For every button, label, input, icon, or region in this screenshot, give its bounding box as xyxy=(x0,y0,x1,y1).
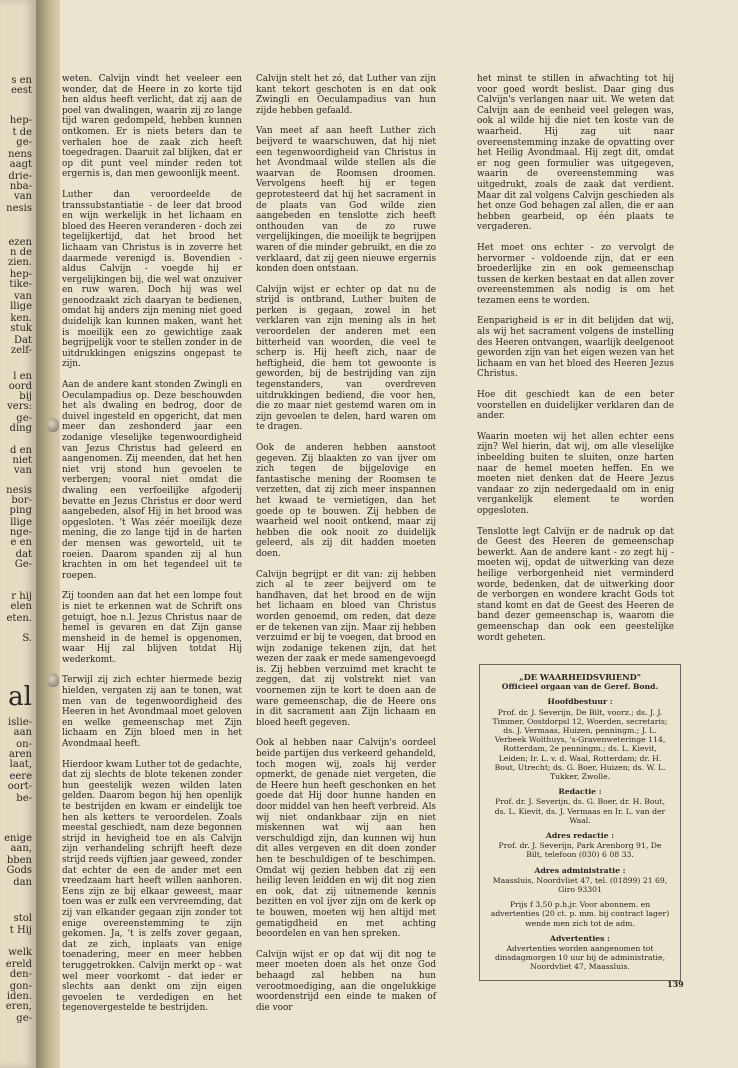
left-page-fragment: bor- xyxy=(11,495,32,506)
left-page-fragment: S. xyxy=(22,633,32,644)
left-page-fragment: eest xyxy=(11,85,32,96)
section-text: Prof. dr. J. Severijn, ds. G. Boer, dr. H. Bout, ds. L. Kievit, ds. J. Vermaas en Ir. L. van der Waal. xyxy=(494,797,666,825)
left-page-fragment: ge- xyxy=(16,137,32,148)
left-page-fragment: r hij xyxy=(11,591,32,602)
left-page-fragment: niet xyxy=(12,455,32,466)
paragraph: Het moet ons echter - zo vervolgt de hervormer - voldoende zijn, dat er een broederlijke zin en ook gemeenschap tussen de kerken bestaat en dat allen zover overeenstemmen als nodig is om het tezamen eens te worden. xyxy=(477,242,674,306)
left-page-fragment: islie- xyxy=(7,717,32,728)
section-heading: Redactie : xyxy=(558,787,602,797)
colophon-section xyxy=(490,900,670,928)
left-page-fragment: nesis xyxy=(6,485,32,496)
left-page-fragment: ding xyxy=(9,423,32,434)
section-text: Prof. dr. J. Severijn, Park Arenborg 91, De Bilt, telefoon (030) 6 08 33. xyxy=(498,841,662,860)
paragraph: Aan de andere kant stonden Zwingli en Oeculampadius op. Deze beschouwden het als dwaling en bedrog, door de duivel ingesteld en opgericht, dat men meer dan zeshonderd jaar een zodanige vleselijke tegenwoordigheid van Jezus Christus had geleerd en aangenomen. Zij meenden, dat het hen niet vrij stond hun gevoelen te verbergen; vooral niet omdat die dwaling een verfoeilijke afgoderij bevatte en Jezus Christus er door werd aangebeden, alsof Hij in het brood was opgesloten. 't Was zéér moeilijk deze mening, die zo lange tijd in de harten der mensen was geworteld, uit te roeien. Daarom spanden zij al hun krachten in om het tegendeel uit te roepen. xyxy=(62,380,242,581)
left-page-fragment: elen xyxy=(10,601,32,612)
left-page-fragment: stuk xyxy=(10,323,32,334)
left-page-fragment: llige xyxy=(10,301,32,312)
paragraph: Ook al hebben naar Calvijn's oordeel beide partijen dus verkeerd gehandeld, toch mogen wij, zoals hij verder opmerkt, de genade niet vergeten, die de Heere hun heeft geschonken en het goede dat Hij door hunne handen en door middel van hen heeft verbreid. Als wij niet ondankbaar zijn en niet miskennen wat wij aan hen verschuldigd zijn, dan kunnen wij hun dit alles vergeven en dit doen zonder hen te beschuldigen of te beschimpen. Omdat wij gezien hebben dat zij een heilig leven leidden en wij dit nog zien en ook, dat zij uitnemende kennis bezitten en vol ijver zijn om de kerk op te bouwen, moeten wij hen altijd met gematigdheid en met achting beoordelen en van hen spreken. xyxy=(256,738,436,940)
left-page-fragment: ge- xyxy=(16,413,32,424)
left-page-fragment: van xyxy=(13,465,32,476)
binding-staple-icon xyxy=(47,418,59,432)
left-page-fragment: nba- xyxy=(9,181,32,192)
colophon-box xyxy=(479,664,681,981)
left-page-fragment: ereld xyxy=(5,959,32,970)
column-1 xyxy=(62,74,242,1024)
paragraph: Calvijn wijst er op dat wij dit nog te meer moeten doen als het onze God behaagd zal hebben na hun verootmoediging, aan die ongelukkige woordenstrijd een einde te maken of die voor xyxy=(256,949,436,1013)
left-page-fragment: van xyxy=(13,291,32,302)
binding-staple-icon xyxy=(47,673,59,687)
left-page-fragment: oort- xyxy=(7,781,32,792)
left-page-fragment: bben xyxy=(6,855,32,866)
left-page-fragment: be- xyxy=(16,793,32,804)
section-heading: Advertenties : xyxy=(550,933,610,943)
left-page-fragment: nge- xyxy=(9,527,32,538)
left-page-fragment: ezen xyxy=(8,237,32,248)
left-page-fragment: tike- xyxy=(9,279,32,290)
paragraph: Hoe dit geschiedt kan de een beter voorstellen en duidelijker verklaren dan de ander. xyxy=(477,390,674,422)
left-page-fragment: eren, xyxy=(5,1001,32,1012)
left-page-fragment: zien. xyxy=(7,257,32,268)
left-page-fragment: aren xyxy=(8,749,32,760)
left-page-fragment: gon- xyxy=(9,981,32,992)
left-page-fragment: oord xyxy=(8,381,32,392)
colophon-subtitle: Officieel orgaan van de Geref. Bond. xyxy=(501,682,659,692)
left-page-fragment: welk xyxy=(8,947,32,958)
paragraph: Waarin moeten wij het allen echter eens zijn? Wel hierin, dat wij, om alle vleselijke inbeelding buiten te sluiten, onze harten naar de hemel moeten heffen. En we moeten niet denken dat de Heere Jezus vandaar zo zijn nedergedaald om in enig vergankelijk element te worden opgesloten. xyxy=(477,431,674,516)
left-page-fragment: nesis xyxy=(6,203,32,214)
book-gutter xyxy=(36,0,62,1068)
paragraph: weten. Calvijn vindt het veeleer een wonder, dat de Heere in zo korte tijd hen aldus heeft verlicht, dat zij aan de poel van dwalingen, waarin zij zo lange tijd waren gedompeld, hebben kunnen ontkomen. Er is niets beters dan te verhalen hoe de zaak zich heeft toegedragen. Daaruit zal blijken, dat er op dit punt veel minder reden tot ergernis is, dan men gewoonlijk meent. xyxy=(62,74,242,180)
left-page-fragment: t Hij xyxy=(9,925,32,936)
left-page-fragment: iden. xyxy=(6,991,32,1002)
section-heading: Adres administratie : xyxy=(534,865,626,875)
section-text: Maassluis, Noordvliet 47, tel. (01899) 21 69, Giro 93301 xyxy=(492,875,668,895)
paragraph: Calvijn stelt het zó, dat Luther van zijn kant tekort geschoten is en dat ook Zwingli en Oeculampadius van hun zijde hebben gefaald. xyxy=(256,74,436,116)
left-page-fragment: e en xyxy=(10,537,32,548)
left-page-fragment: s en xyxy=(11,75,32,86)
paragraph: Van meet af aan heeft Luther zich beijverd te waarschuwen, dat hij niet een tegenwoordigheid van Christus in het Avondmaal wilde stellen als die waarvan de Roomsen droomen. Vervolgens heeft hij er tegen geprotesteerd dat hij het sacrament in de plaats van God wilde zien aangebeden en tenslotte zich heeft onthouden van de zo ruwe vergelijkingen, die moeilijk te begrijpen waren of die minder gebruikt, en die zo verklaard, dat zij geen nieuwe ergernis konden doen ontstaan. xyxy=(256,126,436,275)
paragraph: Eenparigheid is er in dit belijden dat wij, als wij het sacrament volgens de instelling des Heeren ontvangen, waarlijk deelgenoot geworden zijn van het eigen wezen van het lichaam en van het bloed des Heeren Jezus Christus. xyxy=(477,316,674,380)
left-page-fragment: stol xyxy=(13,913,32,924)
column-2 xyxy=(256,74,436,1023)
section-heading: Hoofdbestuur : xyxy=(547,697,613,707)
left-page-fragment: aagt xyxy=(9,159,32,170)
paragraph: Ook de anderen hebben aanstoot gegeven. Zij blaakten zo van ijver om zich tegen de bijgelovige en fantastische mening der Roomsen te verzetten, dat zij zich meer inspannen het kwaad te vernietigen, dan het goede op te bouwen. Zij hebben de waarheid wel nooit ontkend, maar zij hebben die ook nooit zo duidelijk geleerd, als zij dit hadden moeten doen. xyxy=(256,443,436,559)
column-3 xyxy=(477,74,674,653)
paragraph: Luther dan veroordeelde de transsubstantiatie - de leer dat brood en wijn werkelijk in het lichaam en bloed des Heeren veranderen - doch zei tegelijkertijd, dat het brood het lichaam van Christus is in zoverre het daarmede verenigd is. Bovendien - aldus Calvijn - voegde hij er vergelijkingen bij, die wel wat onzuiver en ruw waren. Doch hij was wel genoodzaakt zich daaryan te bedienen, omdat hij anders zijn mening niet goed duidelijk kan kunnen maken, want het is moeilijk een zo gewichtige zaak begrijpelijk voor te stellen zonder in de uitdrukkingen enigszins ongepast te zijn. xyxy=(62,189,242,370)
left-page-fragment: enige xyxy=(4,833,32,844)
paragraph: het minst te stillen in afwachting tot hij voor goed wordt beslist. Daar ging dus Calvijn's verlangen naar uit. We weten dat Calvijn aan de eenheid veel gelegen was, ook al wilde hij die niet ten koste van de waarheid. Hij zag uit naar overeenstemming inzake de opvatting over het Heilig Avondmaal. Hij zegt dit, omdat er nog geen formulier was uitgegeven, waarin de overeenstemming was uitgedrukt, zoals de zaak dat verdient. Maar dit zal volgens Calvijn geschieden als het onze God behagen zal allen, die er aan hebben gearbeid, op één plaats te vergaderen. xyxy=(477,74,674,233)
left-page-fragment: Ge- xyxy=(14,559,32,570)
colophon-section xyxy=(490,934,670,972)
left-page-fragment: dat xyxy=(15,549,32,560)
left-page-fragment: aan, xyxy=(10,843,32,854)
section-text: Prof. dr. J. Severijn, De Bilt, voorz.; ds. J. J. Timmer, Oostdorpsl 12, Woerden, secretaris; ds. J. Vermaas, Huizen, penningm.; J. L. Verbeek Wolthuys, 's-Gravenweteringe 114, Rotterdam, 2e penningm.; ds. L. Kievit, Leiden; Ir. L. v. d. Waal, Rotterdam; dr. H. Bout, Utrecht; ds. G. Boer, Huizen; ds. W. L. Tukker, Zwolle. xyxy=(492,707,668,782)
adjacent-page-edge xyxy=(0,0,38,1068)
paragraph: Zij toonden aan dat het een lompe fout is niet te erkennen wat de Schrift ons getuigt, hoe n.l. Jezus Christus naar de hemel is gevaren en dat Zijn ganse mensheid in de hemel is opgenomen, waar Hij zal blijven totdat Hij wederkomt. xyxy=(62,591,242,665)
left-page-fragment: hep- xyxy=(9,269,32,280)
left-page-fragment: l en xyxy=(13,371,32,382)
left-page-fragment: hep- xyxy=(9,115,32,126)
colophon-section xyxy=(490,831,670,860)
left-page-fragment: t de xyxy=(12,127,32,138)
left-page-fragment: Gods xyxy=(6,865,32,876)
left-page-fragment: d en xyxy=(10,445,32,456)
section-heading: Adres redactie : xyxy=(545,831,615,841)
paragraph: Terwijl zij zich echter hiermede bezig hielden, vergaten zij aan te tonen, wat men van de tegenwoordigheid des Heeren in het Avondmaal moet geloven en welke gemeenschap met Zijn lichaam en Zijn bloed men in het Avondmaal heeft. xyxy=(62,675,242,750)
left-page-fragment: on- xyxy=(16,739,32,750)
section-text: Advertenties worden aangenomen tot dinsdagmorgen 10 uur bij de administratie, Noordvliet 47, Maassluis. xyxy=(494,944,666,972)
left-page-fragment: eten. xyxy=(6,613,32,624)
paragraph: Hierdoor kwam Luther tot de gedachte, dat zij slechts de blote tekenen zonder hun geestelijk wezen wilden laten gelden. Daarom begon hij hen openlijk te bestrijden en kwam er eindelijk toe hen als ketters te veroordelen. Zoals meestal geschiedt, nam deze begonnen strijd in hevigheid toe en als Calvijn zijn verhandeling schrijft heeft deze strijd reeds vijftien jaar geweed, zonder dat echter de een de ander met een vreedzaam hart heeft willen aanhoren. Eens zijn ze bij elkaar geweest, maar toen was er zulk een vervreemding, dat zij van elkander gegaan zijn zonder tot enige overeenstemming te zijn gekomen. Ja, 't is zelfs zover gegaan, dat ze zich, inplaats van enige toenadering, meer en meer hebben teruggetrokken. Calvijn merkt op - wat wel meer voorkomt - dat ieder er slechts aan denkt om zijn eigen gevoelen te verdedigen en het tegenovergestelde te bestrijden. xyxy=(62,759,243,1014)
page xyxy=(60,0,738,1068)
left-page-fragment: Dat xyxy=(14,335,32,346)
left-page-fragment: drie- xyxy=(8,171,32,182)
left-page-fragment: ping xyxy=(9,505,32,516)
section-text: Prijs f 3,50 p.h.jr. Voor abonnem. en advertenties (20 ct. p. mm. bij contract lager) wende men zich tot de adm. xyxy=(490,900,670,928)
left-page-fragment: llige xyxy=(10,517,32,528)
colophon-section xyxy=(490,697,670,781)
left-page-fragment: nens xyxy=(8,149,32,160)
colophon-title: „DE WAARHEIDSVRIEND" xyxy=(519,672,641,682)
left-page-fragment: laat, xyxy=(9,759,32,770)
left-page-fragment: al xyxy=(8,682,32,712)
left-page-fragment: aan xyxy=(13,727,32,738)
paragraph: Calvijn begrijpt er dit van: zij hebben zich al te zeer beijverd om te handhaven, dat het brood en de wijn het lichaam en bloed van Christus worden genoemd, om reden, dat deze er de tekenen van zijn. Maar zij hebben verzuimd er bij te voegen, dat brood en wijn zodanige tekenen zijn, dat het wezen der zaak er mede samengevoegd is. Zij hebben verzuimd met kracht te zeggen, dat zij volstrekt niet van voornemen zijn te kort te doen aan de ware gemeenschap, die de Heere ons in dit sacrament aan Zijn lichaam en bloed heeft gegeven. xyxy=(256,569,436,728)
left-page-fragment: ge- xyxy=(16,1013,32,1024)
left-page-fragment: ken. xyxy=(10,313,32,324)
left-page-fragment: zelf- xyxy=(10,345,32,356)
left-page-fragment: n de xyxy=(10,247,32,258)
colophon-section xyxy=(490,866,670,895)
paragraph: Calvijn wijst er echter op dat nu de strijd is ontbrand, Luther buiten de perken is gegaan, zowel in het verklaren van zijn mening als in het veroordelen der anderen met een bitterheid van woorden, die veel te scherp is. Hij heeft zich, naar de heftigheid, die hem tot gewoonte is geworden, bij de bestrijding van zijn tegenstanders, van overdreven uitdrukkingen bediend, die voor hen, die zo maar niet gestemd waren om in zijn gevoelen te delen, hard waren om te dragen. xyxy=(256,284,436,433)
page-number: 139 xyxy=(667,979,684,989)
left-page-fragment: den- xyxy=(9,969,32,980)
paragraph: Tenslotte legt Calvijn er de nadruk op dat de Geest des Heeren de gemeenschap bewerkt. Aan de andere kant - zo zegt hij - moeten wij, opdat de uitwerking van deze heilige verborgenheid niet verminderd worde, bedenken, dat de uitwerking door de verborgen en wondere kracht Gods tot stand komt en dat de Geest des Heeren de band dezer gemeenschap is, waarom die gemeenschap dan ook een geestelijke wordt geheten. xyxy=(477,526,674,643)
left-page-fragment: eere xyxy=(9,771,32,782)
left-page-fragment: dan xyxy=(13,877,32,888)
left-page-fragment: vers: xyxy=(7,401,32,412)
left-page-fragment: bij xyxy=(19,391,32,402)
left-page-fragment: van xyxy=(13,191,32,202)
colophon-section xyxy=(490,787,670,825)
